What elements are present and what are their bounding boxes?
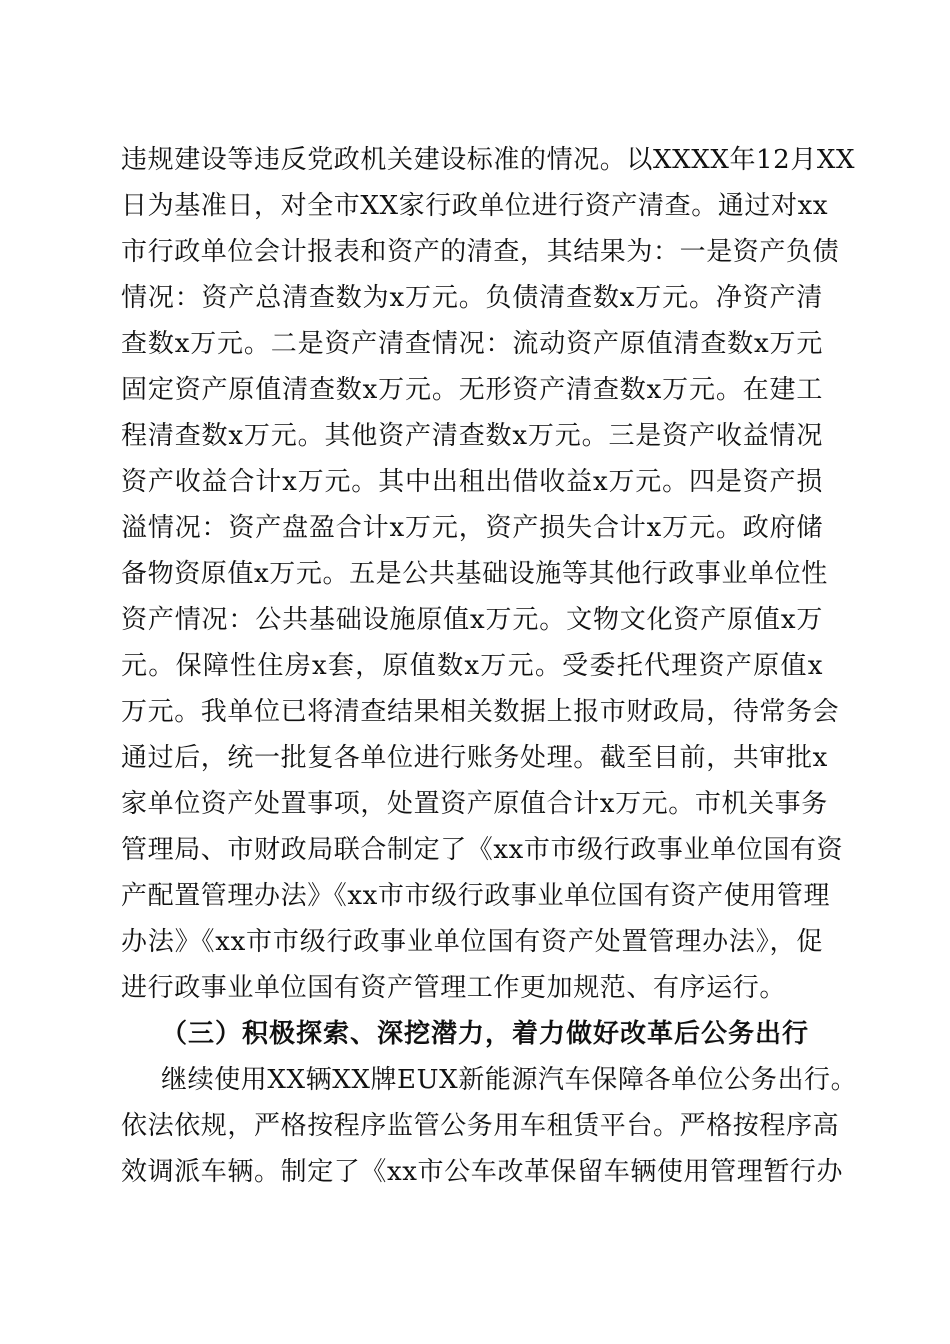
- paragraph-line: 管理局、市财政局联合制定了《xx市市级行政事业单位国有资: [121, 835, 844, 865]
- paragraph-line: 效调派车辆。制定了《xx市公车改革保留车辆使用管理暂行办: [121, 1157, 844, 1187]
- paragraph-line: 资产收益合计x万元。其中出租出借收益x万元。四是资产损: [121, 467, 823, 497]
- paragraph-line: 违规建设等违反党政机关建设标准的情况。以XXXX年12月XX: [121, 145, 856, 175]
- paragraph-line: 进行政事业单位国有资产管理工作更加规范、有序运行。: [121, 973, 787, 1003]
- paragraph-line: 家单位资产处置事项，处置资产原值合计x万元。市机关事务: [121, 789, 828, 819]
- paragraph-line: 办法》《xx市市级行政事业单位国有资产处置管理办法》，促: [121, 927, 823, 957]
- paragraph-line: 万元。我单位已将清查结果相关数据上报市财政局，待常务会: [121, 697, 840, 727]
- paragraph-line: 查数x万元。二是资产清查情况：流动资产原值清查数x万元: [121, 329, 823, 359]
- paragraph-line: 产配置管理办法》《xx市市级行政事业单位国有资产使用管理: [121, 881, 831, 911]
- paragraph-line: 溢情况：资产盘盈合计x万元，资产损失合计x万元。政府储: [121, 513, 823, 543]
- paragraph-line: 元。保障性住房x套，原值数x万元。受委托代理资产原值x: [121, 651, 823, 681]
- paragraph-line: 程清查数x万元。其他资产清查数x万元。三是资产收益情况: [121, 421, 823, 451]
- paragraph-line: 继续使用XX辆XX牌EUX新能源汽车保障各单位公务出行。: [161, 1065, 858, 1095]
- paragraph-line: 固定资产原值清查数x万元。无形资产清查数x万元。在建工: [121, 375, 823, 405]
- paragraph-line: 日为基准日，对全市XX家行政单位进行资产清查。通过对xx: [121, 191, 829, 221]
- paragraph-line: 通过后，统一批复各单位进行账务处理。截至目前，共审批x: [121, 743, 828, 773]
- paragraph-line: 备物资原值x万元。五是公共基础设施等其他行政事业单位性: [121, 559, 828, 589]
- section-heading: （三）积极探索、深挖潜力，着力做好改革后公务出行: [161, 1019, 810, 1049]
- paragraph-line: 资产情况：公共基础设施原值x万元。文物文化资产原值x万: [121, 605, 823, 635]
- paragraph-line: 市行政单位会计报表和资产的清查，其结果为：一是资产负债: [121, 237, 840, 267]
- paragraph-line: 情况：资产总清查数为x万元。负债清查数x万元。净资产清: [121, 283, 823, 313]
- paragraph-line: 依法依规，严格按程序监管公务用车租赁平台。严格按程序高: [121, 1111, 840, 1141]
